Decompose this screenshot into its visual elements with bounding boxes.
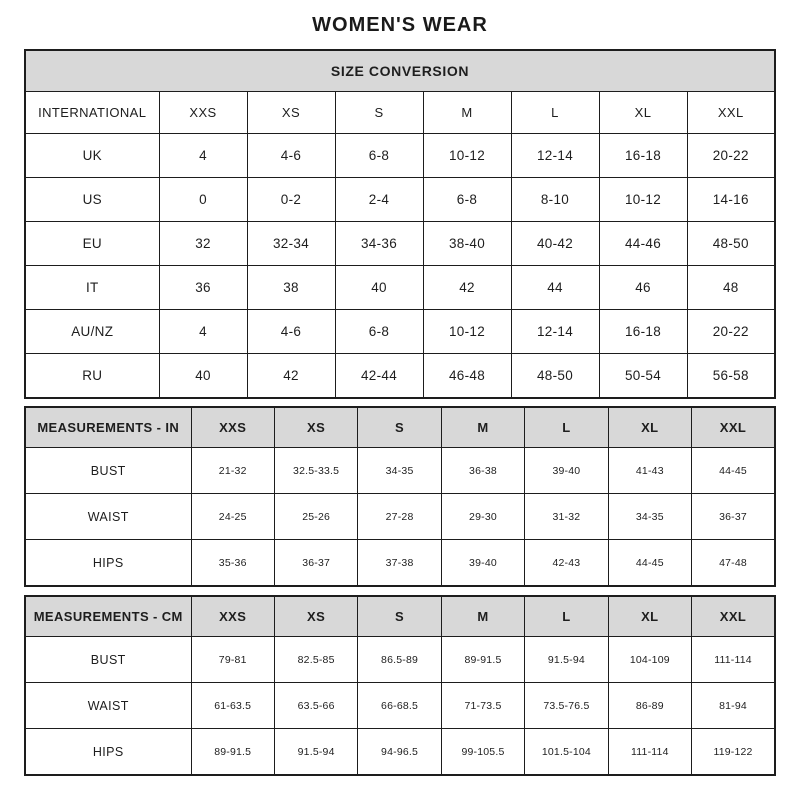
row-label: EU [25, 222, 159, 266]
table-cell: 38-40 [423, 222, 511, 266]
table-cell: 56-58 [687, 354, 775, 399]
table-cell: 6-8 [335, 310, 423, 354]
row-label: WAIST [25, 494, 191, 540]
table-cell: 12-14 [511, 134, 599, 178]
size-column-header: S [335, 92, 423, 134]
table-cell: 14-16 [687, 178, 775, 222]
table-cell: 2-4 [335, 178, 423, 222]
table-row [25, 222, 775, 266]
table-row [25, 354, 775, 399]
size-column-header: XL [599, 92, 687, 134]
size-column-header: L [525, 407, 608, 448]
measurements-cm-table [24, 595, 776, 776]
table-cell: 41-43 [608, 448, 691, 494]
row-label: HIPS [25, 729, 191, 776]
size-column-header: S [358, 407, 441, 448]
table-cell: 44-45 [692, 448, 775, 494]
table-cell: 44-46 [599, 222, 687, 266]
table-cell: 20-22 [687, 134, 775, 178]
row-label: RU [25, 354, 159, 399]
table-cell: 36 [159, 266, 247, 310]
table-cell: 10-12 [599, 178, 687, 222]
table-cell: 34-35 [358, 448, 441, 494]
size-column-header: XXS [191, 407, 274, 448]
size-column-header: M [441, 407, 524, 448]
table-cell: 0 [159, 178, 247, 222]
table-cell: 4 [159, 310, 247, 354]
table-cell: 48 [687, 266, 775, 310]
table-cell: 36-38 [441, 448, 524, 494]
table-cell: 91.5-94 [274, 729, 357, 776]
column-header-row [25, 407, 775, 448]
size-column-header: L [511, 92, 599, 134]
table-cell: 81-94 [692, 683, 775, 729]
table-cell: 31-32 [525, 494, 608, 540]
size-column-header: XXL [692, 407, 775, 448]
table-cell: 4-6 [247, 310, 335, 354]
table-cell: 40 [335, 266, 423, 310]
table-cell: 4-6 [247, 134, 335, 178]
size-column-header: XS [247, 92, 335, 134]
table-cell: 21-32 [191, 448, 274, 494]
size-column-header: M [423, 92, 511, 134]
table-cell: 36-37 [274, 540, 357, 587]
table-cell: 40 [159, 354, 247, 399]
size-column-header: XL [608, 407, 691, 448]
row-label: IT [25, 266, 159, 310]
table-cell: 34-36 [335, 222, 423, 266]
row-label: HIPS [25, 540, 191, 587]
table-cell: 79-81 [191, 637, 274, 683]
table-cell: 25-26 [274, 494, 357, 540]
size-column-header: XS [274, 407, 357, 448]
size-column-header: XXL [692, 596, 775, 637]
row-label: AU/NZ [25, 310, 159, 354]
table-cell: 99-105.5 [441, 729, 524, 776]
size-column-header: S [358, 596, 441, 637]
table-row [25, 266, 775, 310]
size-column-header: M [441, 596, 524, 637]
table-cell: 38 [247, 266, 335, 310]
table-cell: 46-48 [423, 354, 511, 399]
table-cell: 89-91.5 [441, 637, 524, 683]
size-column-header: XXS [191, 596, 274, 637]
table-title-row [25, 50, 775, 92]
table-cell: 119-122 [692, 729, 775, 776]
table-cell: 34-35 [608, 494, 691, 540]
table-cell: 66-68.5 [358, 683, 441, 729]
table-cell: 27-28 [358, 494, 441, 540]
table-row [25, 310, 775, 354]
table-row [25, 178, 775, 222]
table-cell: 39-40 [441, 540, 524, 587]
column-header-row [25, 92, 775, 134]
row-label: US [25, 178, 159, 222]
table-cell: 111-114 [608, 729, 691, 776]
table-cell: 37-38 [358, 540, 441, 587]
table-cell: 35-36 [191, 540, 274, 587]
table-row [25, 683, 775, 729]
size-column-header: XXS [159, 92, 247, 134]
table-cell: 61-63.5 [191, 683, 274, 729]
table-cell: 6-8 [335, 134, 423, 178]
table-cell: 8-10 [511, 178, 599, 222]
table-cell: 50-54 [599, 354, 687, 399]
table-cell: 36-37 [692, 494, 775, 540]
table-cell: 40-42 [511, 222, 599, 266]
table-cell: 104-109 [608, 637, 691, 683]
table-cell: 89-91.5 [191, 729, 274, 776]
table-row [25, 134, 775, 178]
table-cell: 32 [159, 222, 247, 266]
table-cell: 73.5-76.5 [525, 683, 608, 729]
table-cell: 42-44 [335, 354, 423, 399]
row-label: WAIST [25, 683, 191, 729]
table-cell: 0-2 [247, 178, 335, 222]
table-row [25, 540, 775, 587]
table-cell: 82.5-85 [274, 637, 357, 683]
measurements-in-table [24, 406, 776, 587]
table-title: SIZE CONVERSION [25, 50, 775, 92]
table-cell: 10-12 [423, 310, 511, 354]
corner-header: MEASUREMENTS - IN [25, 407, 191, 448]
table-cell: 4 [159, 134, 247, 178]
row-label: UK [25, 134, 159, 178]
table-cell: 12-14 [511, 310, 599, 354]
corner-header: MEASUREMENTS - CM [25, 596, 191, 637]
table-cell: 101.5-104 [525, 729, 608, 776]
row-label: BUST [25, 448, 191, 494]
column-header-row [25, 596, 775, 637]
table-cell: 42 [247, 354, 335, 399]
table-cell: 32.5-33.5 [274, 448, 357, 494]
table-cell: 47-48 [692, 540, 775, 587]
table-cell: 94-96.5 [358, 729, 441, 776]
size-column-header: L [525, 596, 608, 637]
size-column-header: XS [274, 596, 357, 637]
table-cell: 48-50 [687, 222, 775, 266]
table-cell: 42-43 [525, 540, 608, 587]
table-cell: 24-25 [191, 494, 274, 540]
size-column-header: XL [608, 596, 691, 637]
table-cell: 32-34 [247, 222, 335, 266]
table-cell: 10-12 [423, 134, 511, 178]
table-cell: 86.5-89 [358, 637, 441, 683]
table-cell: 16-18 [599, 310, 687, 354]
table-row [25, 637, 775, 683]
table-cell: 44-45 [608, 540, 691, 587]
table-cell: 111-114 [692, 637, 775, 683]
table-cell: 91.5-94 [525, 637, 608, 683]
table-row [25, 448, 775, 494]
table-cell: 20-22 [687, 310, 775, 354]
table-cell: 63.5-66 [274, 683, 357, 729]
corner-header: INTERNATIONAL [25, 92, 159, 134]
size-conversion-table [24, 49, 776, 399]
table-cell: 16-18 [599, 134, 687, 178]
table-cell: 44 [511, 266, 599, 310]
table-row [25, 729, 775, 776]
table-cell: 6-8 [423, 178, 511, 222]
table-row [25, 494, 775, 540]
table-cell: 48-50 [511, 354, 599, 399]
size-column-header: XXL [687, 92, 775, 134]
table-cell: 86-89 [608, 683, 691, 729]
page-title: WOMEN'S WEAR [312, 14, 488, 36]
table-cell: 71-73.5 [441, 683, 524, 729]
table-cell: 29-30 [441, 494, 524, 540]
table-cell: 46 [599, 266, 687, 310]
table-cell: 42 [423, 266, 511, 310]
table-cell: 39-40 [525, 448, 608, 494]
row-label: BUST [25, 637, 191, 683]
